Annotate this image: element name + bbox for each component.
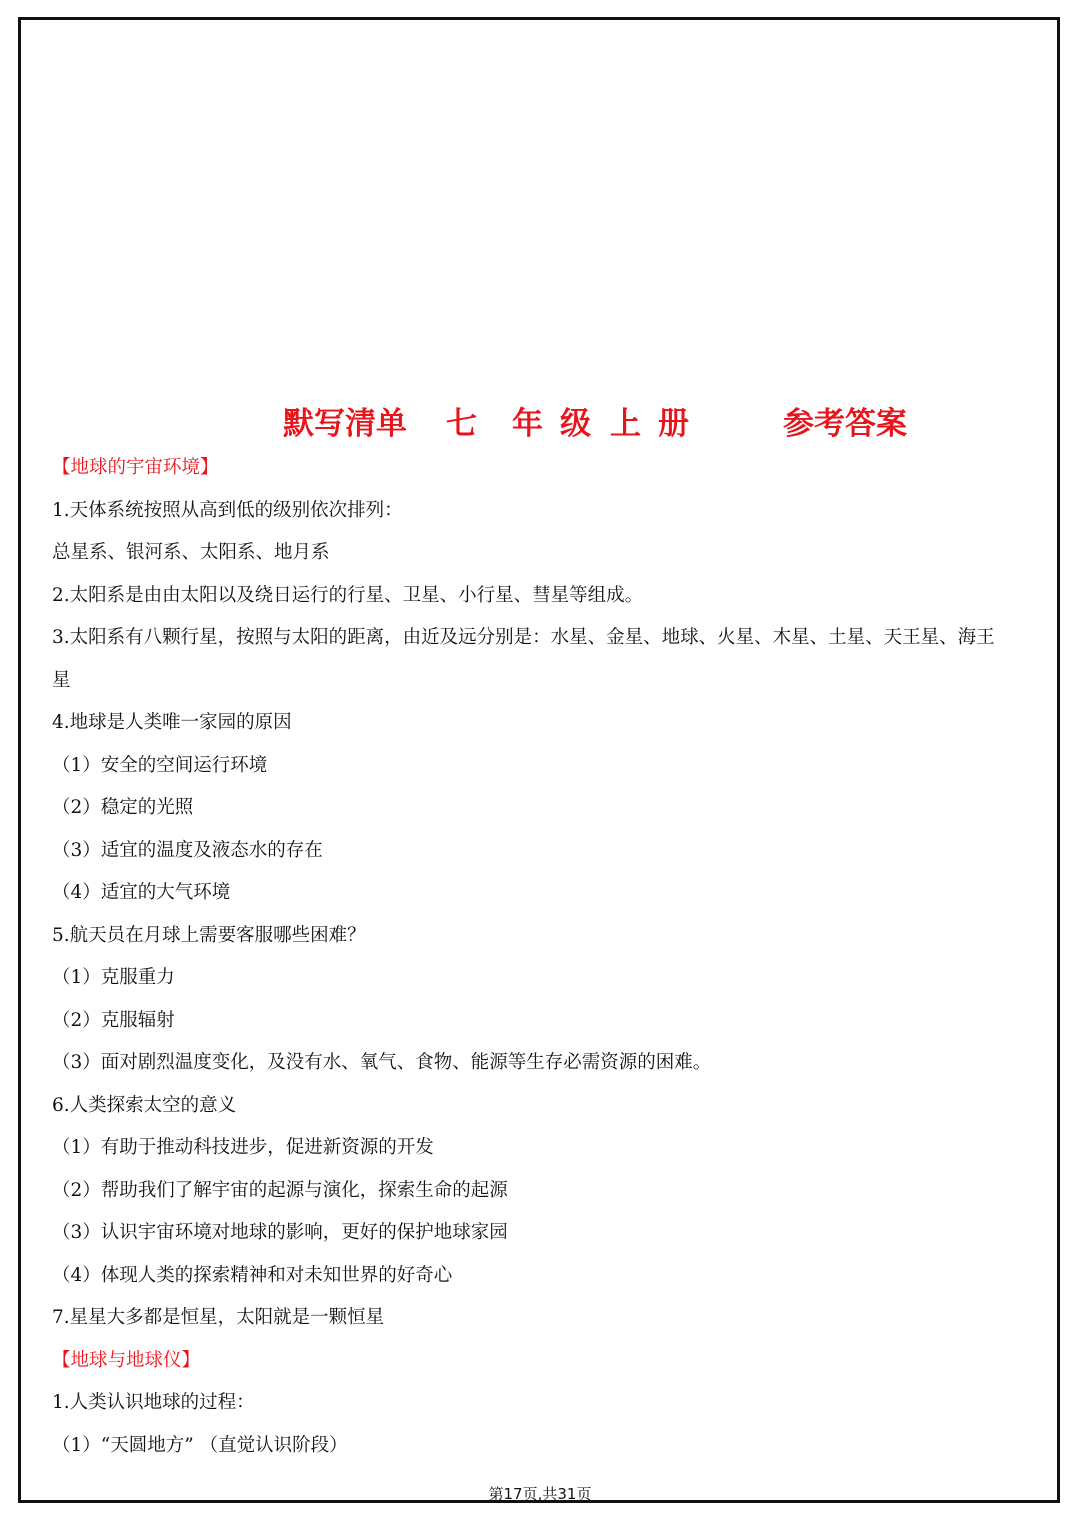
text-line: 7.星星大多都是恒星，太阳就是一颗恒星 <box>52 1307 385 1328</box>
text-line: 6.人类探索太空的意义 <box>52 1095 237 1116</box>
section-heading-cosmic: 【地球的宇宙环境】 <box>52 457 219 478</box>
page-title <box>0 398 1080 446</box>
text-line: （1）有助于推动科技进步，促进新资源的开发 <box>52 1137 434 1158</box>
text-line: 1.天体系统按照从高到低的级别依次排列： <box>52 500 403 521</box>
text-line: （1）“天圆地方” （直觉认识阶段） <box>52 1435 348 1456</box>
title-answer: 参考答案 <box>783 406 907 442</box>
text-line: （4）适宜的大气环境 <box>52 882 231 903</box>
text-line: （2）稳定的光照 <box>52 797 194 818</box>
text-line: （3）适宜的温度及液态水的存在 <box>52 840 323 861</box>
text-line: 4.地球是人类唯一家园的原因 <box>52 712 292 733</box>
title-shang: 上 <box>610 406 641 442</box>
text-line: （1）克服重力 <box>52 967 175 988</box>
text-line: 星 <box>52 670 71 691</box>
text-line: 3.太阳系有八颗行星，按照与太阳的距离，由近及远分别是：水星、金星、地球、火星、木星、土星、天王星、海王 <box>52 627 995 648</box>
text-line: （3）面对剧烈温度变化，及没有水、氧气、食物、能源等生存必需资源的困难。 <box>52 1052 712 1073</box>
title-main: 默写清单 <box>283 406 407 442</box>
text-line: （2）帮助我们了解宇宙的起源与演化，探索生命的起源 <box>52 1180 508 1201</box>
title-grade: 七 <box>446 406 477 442</box>
text-line: （1）安全的空间运行环境 <box>52 755 268 776</box>
text-line: 1.人类认识地球的过程： <box>52 1392 255 1413</box>
text-line: 总星系、银河系、太阳系、地月系 <box>52 542 330 563</box>
page-number: 第17页,共31页 <box>488 1485 592 1503</box>
section-heading-globe: 【地球与地球仪】 <box>52 1350 201 1371</box>
title-nian: 年 <box>512 406 543 442</box>
title-ji: 级 <box>560 406 591 442</box>
text-line: （3）认识宇宙环境对地球的影响，更好的保护地球家园 <box>52 1222 508 1243</box>
title-ce: 册 <box>658 406 689 442</box>
text-line: 2.太阳系是由由太阳以及绕日运行的行星、卫星、小行星、彗星等组成。 <box>52 585 644 606</box>
text-line: 5.航天员在月球上需要客服哪些困难？ <box>52 925 366 946</box>
text-line: （2）克服辐射 <box>52 1010 175 1031</box>
text-line: （4）体现人类的探索精神和对未知世界的好奇心 <box>52 1265 453 1286</box>
